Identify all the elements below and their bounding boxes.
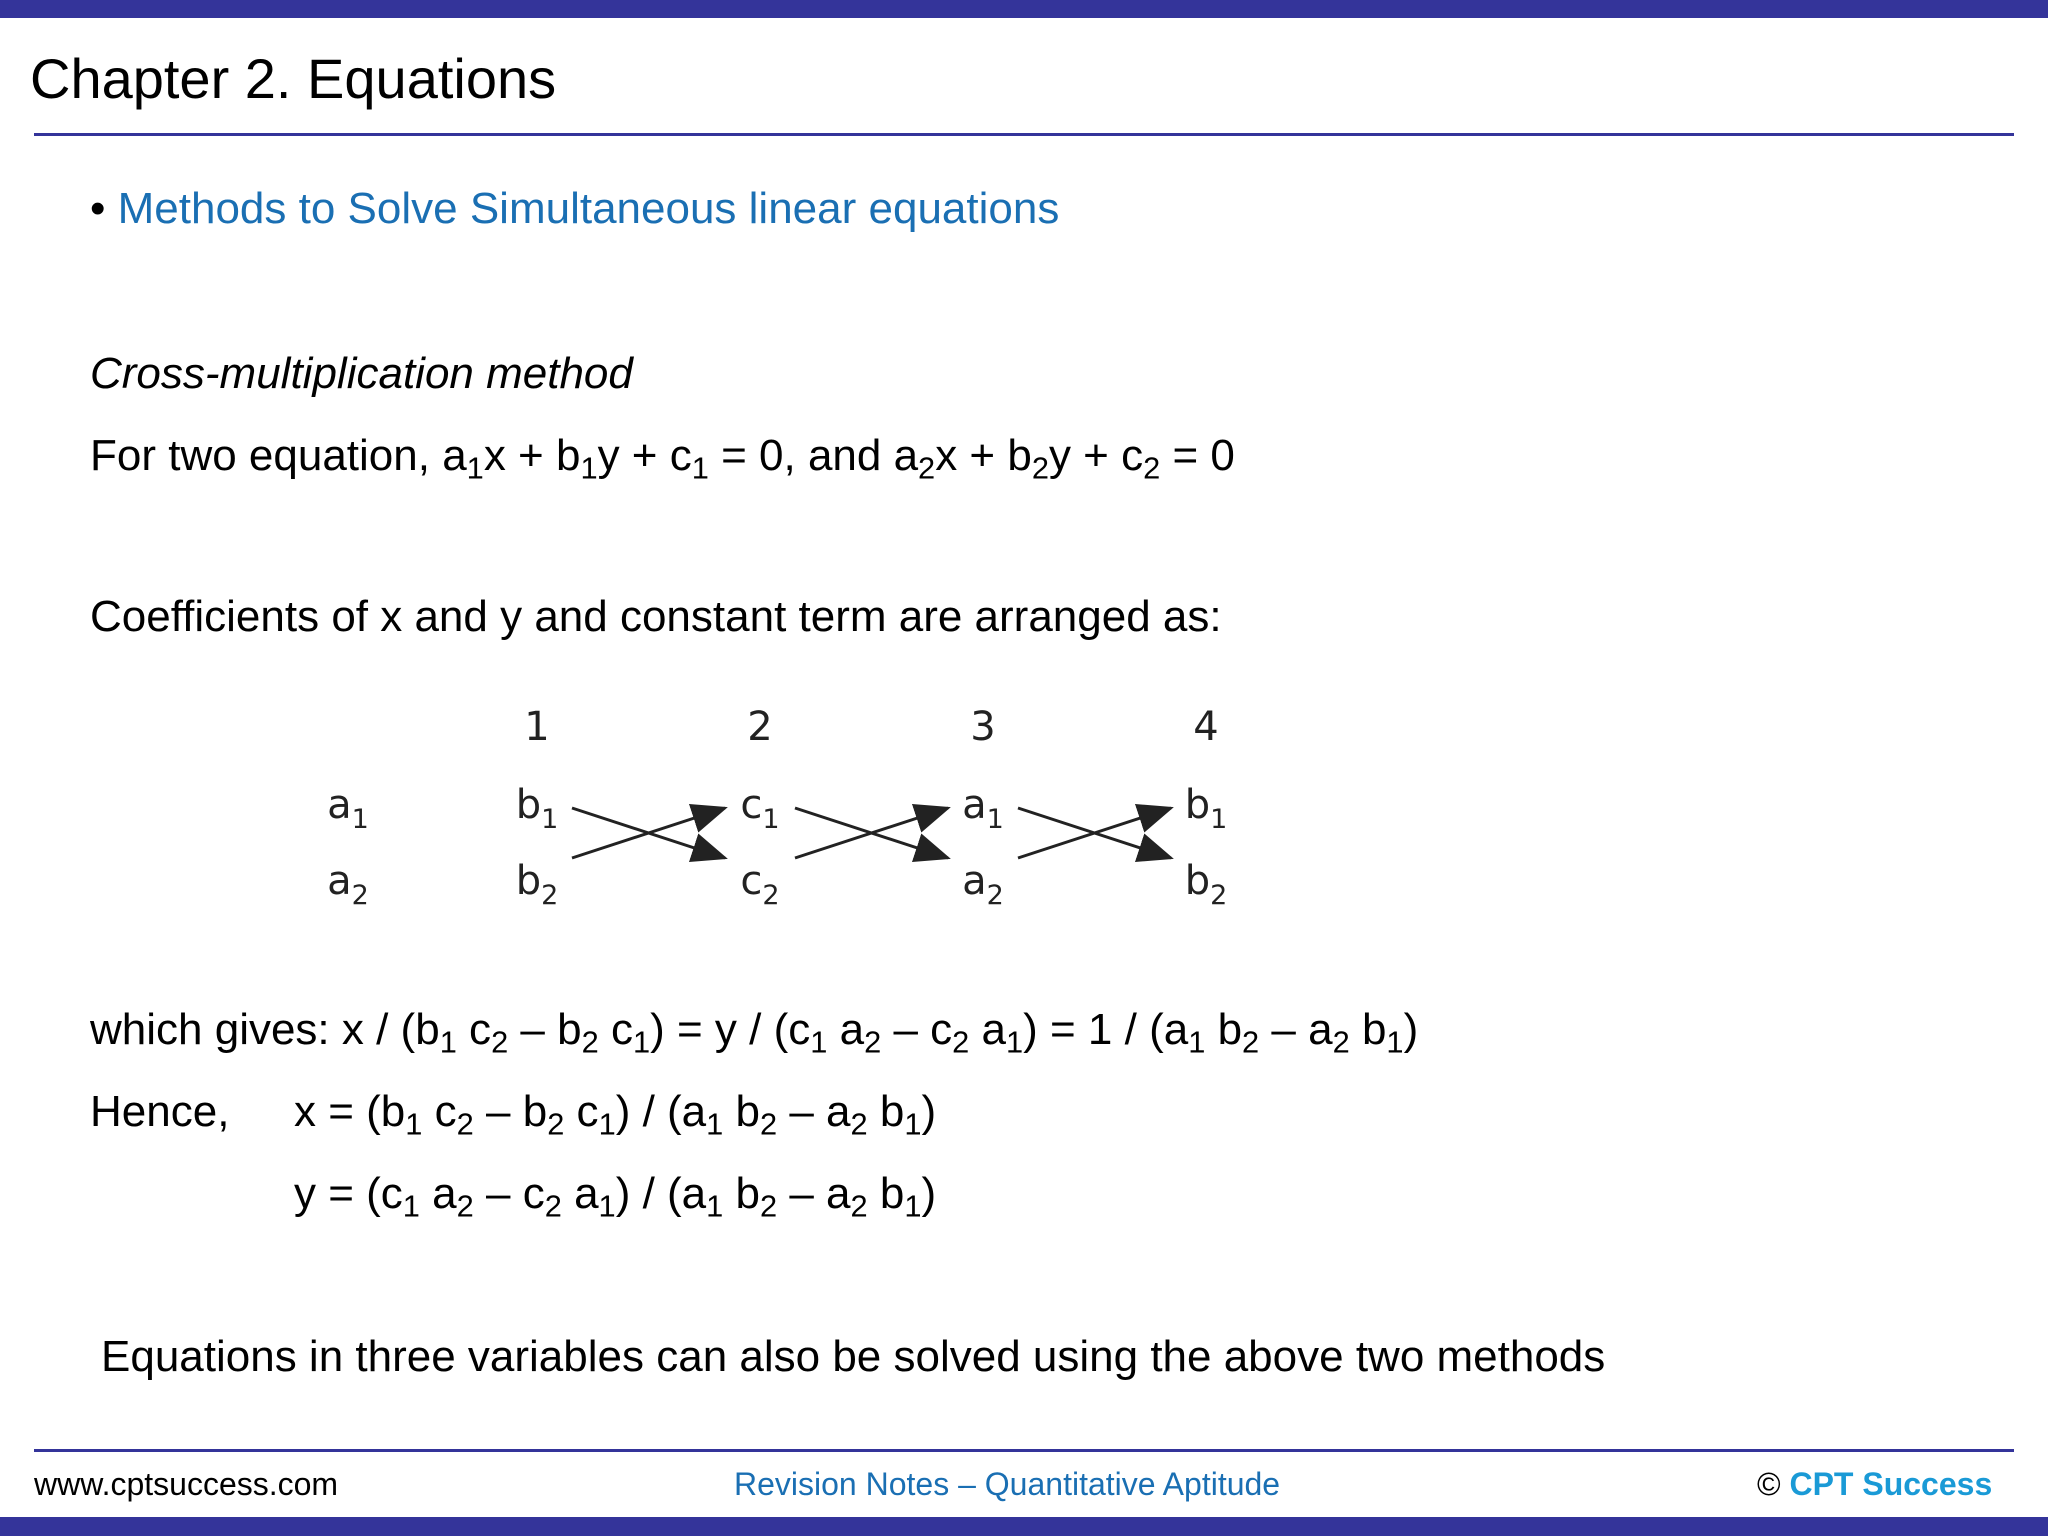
page-title: Chapter 2. Equations bbox=[30, 47, 557, 110]
cell-top: $b_1$ bbox=[1184, 782, 1228, 835]
which-gives-line: which gives: x / ($b_1$ $c_2 - b_2$ $c_1) = y / (c_1$ $a_2 - c_2$ $a_1) = 1 / (a_1$ $b_2 - a_2$ $b_1$) bbox=[90, 1005, 1419, 1060]
cross-multiplication-diagram bbox=[320, 690, 1260, 930]
copyright-icon: © bbox=[1757, 1466, 1781, 1502]
cell-bottom: $b_2$ bbox=[515, 858, 559, 911]
column-number: 2 bbox=[747, 704, 773, 750]
cell-top: $b_1$ bbox=[515, 782, 559, 835]
arrangement-intro: Coefficients of x and y and constant term are arranged as: bbox=[90, 592, 1222, 641]
cell-bottom: $b_2$ bbox=[1184, 858, 1228, 911]
footer-center-text: Revision Notes – Quantitative Aptitude bbox=[734, 1466, 1281, 1502]
x-solution: $x = (b_1$ $c_2 - b_2$ $c_1) / (a_1$ $b_2 - a_2$ $b_1$) bbox=[294, 1087, 937, 1142]
bullet-icon: • bbox=[90, 184, 106, 233]
brand-name: CPT Success bbox=[1789, 1466, 1993, 1502]
title-divider bbox=[34, 133, 2014, 136]
method-name: Cross-multiplication method bbox=[90, 349, 633, 398]
column-number: 4 bbox=[1193, 704, 1219, 750]
column-number: 3 bbox=[970, 704, 996, 750]
three-variables-note: Equations in three variables can also be solved using the above two methods bbox=[101, 1332, 1606, 1381]
top-banner-bar bbox=[0, 0, 2048, 18]
bottom-banner-bar bbox=[0, 1517, 2048, 1536]
footer-copyright bbox=[1757, 1464, 1992, 1504]
footer-website: www.cptsuccess.com bbox=[34, 1466, 339, 1502]
hence-label: Hence, bbox=[90, 1087, 230, 1136]
cell-bottom: $c_2$ bbox=[740, 858, 780, 911]
bullet-heading bbox=[90, 181, 1059, 237]
left-column-bottom: $a_2$ bbox=[327, 858, 369, 911]
footer-divider bbox=[34, 1449, 2014, 1452]
bullet-heading-text: Methods to Solve Simultaneous linear equations bbox=[117, 184, 1060, 233]
cell-top: $a_1$ bbox=[962, 782, 1004, 835]
column-number: 1 bbox=[524, 704, 550, 750]
cell-top: $c_1$ bbox=[740, 782, 780, 835]
cell-bottom: $a_2$ bbox=[962, 858, 1004, 911]
y-solution: $y = (c_1$ $a_2 - c_2$ $a_1) / (a_1$ $b_2 - a_2$ $b_1$) bbox=[294, 1169, 937, 1224]
equations-intro: For two equation, $a_1x + b_1y + c_1 = 0$, and $a_2x + b_2y + c_2 = 0$ bbox=[90, 431, 1235, 486]
left-column-top: $a_1$ bbox=[327, 782, 369, 835]
